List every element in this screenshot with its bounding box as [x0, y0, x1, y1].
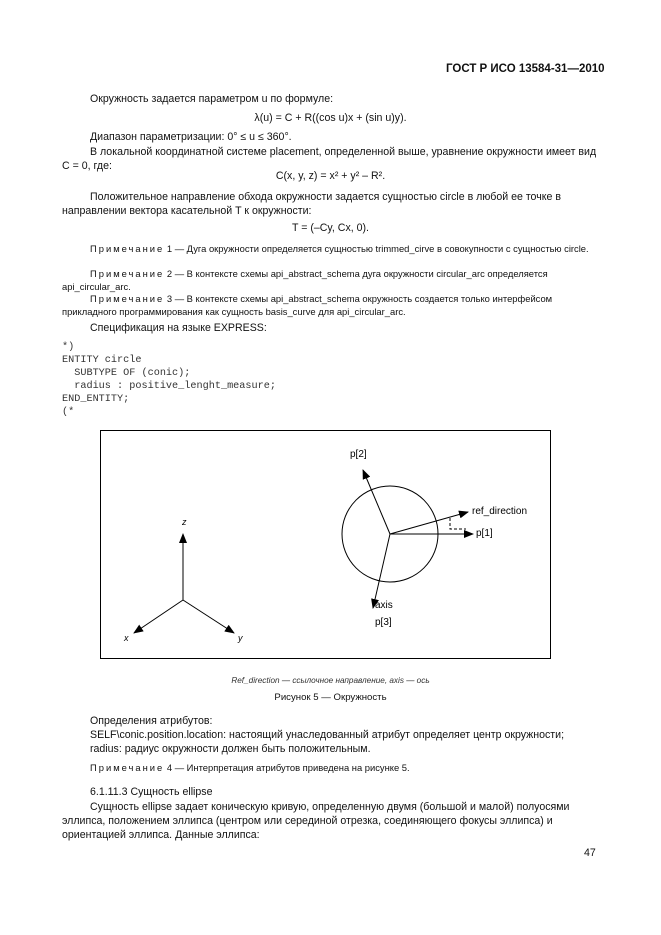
figure-frame	[101, 431, 551, 659]
ref-direction-arrow	[390, 512, 468, 534]
express-code	[62, 341, 276, 419]
formula-circle-equation: C(x, y, z) = x² + y² – R².	[275, 170, 386, 182]
y-axis-arrow	[183, 600, 234, 633]
code-line: (*	[62, 407, 75, 418]
figure-legend: Ref_direction — ссылочное направление, axis — ось	[231, 676, 430, 685]
x-label: x	[124, 633, 129, 643]
note-2: Примечание 2 — В контексте схемы api_abstract_schema дуга окружности circular_arc определяется api_circular_arc.	[62, 268, 548, 292]
ellipse-paragraph: Сущность ellipse задает коническую кривую, определенную двумя (большой и малой) полуосями эллипса, положением эллипса (центром или серединой отрезка, соединяющего фокусы эллипса) и ориентацией эллипса. Данные эллипса:	[62, 801, 570, 841]
attribute-location: SELF\conic.position.location: настоящий унаследованный атрибут определяет центр окружности;	[90, 729, 565, 741]
p2-label: p[2]	[350, 449, 367, 460]
page-number: 47	[584, 847, 596, 859]
ref-direction-label: ref_direction	[472, 506, 528, 517]
circle-figure	[100, 430, 552, 660]
figure-caption: Рисунок 5 — Окружность	[274, 692, 387, 703]
code-line: radius : positive_lenght_measure;	[62, 381, 276, 392]
formula-lambda: λ(u) = C + R((cos u)x + (sin u)y).	[254, 112, 407, 124]
attributes-title: Определения атрибутов:	[90, 715, 213, 727]
angle-mark	[450, 518, 466, 529]
code-line: ENTITY circle	[62, 355, 142, 366]
axis-arrow	[373, 534, 390, 608]
code-line: *)	[62, 342, 75, 353]
paragraph-param: Окружность задается параметром u по формуле:	[90, 93, 334, 105]
note-4: Примечание 4 — Интерпретация атрибутов приведена на рисунке 5.	[90, 762, 410, 773]
standard-header: ГОСТ Р ИСО 13584-31—2010	[446, 63, 605, 75]
paragraph-direction: Положительное направление обхода окружности задается сущностью circle в любой ее точке в направлении вектора касательной T к окружности:	[62, 191, 561, 217]
axis-label: axis	[375, 600, 393, 611]
attribute-radius: radius: радиус окружности должен быть положительным.	[90, 743, 371, 755]
y-label: y	[238, 633, 243, 643]
formula-tangent: T = (–Cy, Cx, 0).	[291, 222, 370, 234]
express-spec-title: Спецификация на языке EXPRESS:	[90, 322, 267, 334]
note-3: Примечание 3 — В контексте схемы api_abstract_schema окружность создается только интерфейсом прикладного программирования как сущность basis_curve для api_circular_arc.	[62, 293, 553, 317]
paragraph-placement: В локальной координатной системе placement, определенной выше, уравнение окружности имеет вид C = 0, где:	[62, 146, 597, 172]
code-line: SUBTYPE OF (conic);	[62, 368, 191, 379]
code-line: END_ENTITY;	[62, 394, 130, 405]
x-axis-arrow	[134, 600, 183, 633]
section-heading: 6.1.11.3 Сущность ellipse	[90, 786, 213, 798]
p2-arrow	[363, 470, 390, 534]
p3-label: p[3]	[375, 617, 392, 628]
p1-label: p[1]	[476, 528, 493, 539]
note-1: Примечание 1 — Дуга окружности определяется сущностью trimmed_cirve в совокупности с сущностью circle.	[90, 243, 589, 254]
z-label: z	[182, 517, 187, 527]
paragraph-range: Диапазон параметризации: 0° ≤ u ≤ 360°.	[90, 131, 292, 143]
